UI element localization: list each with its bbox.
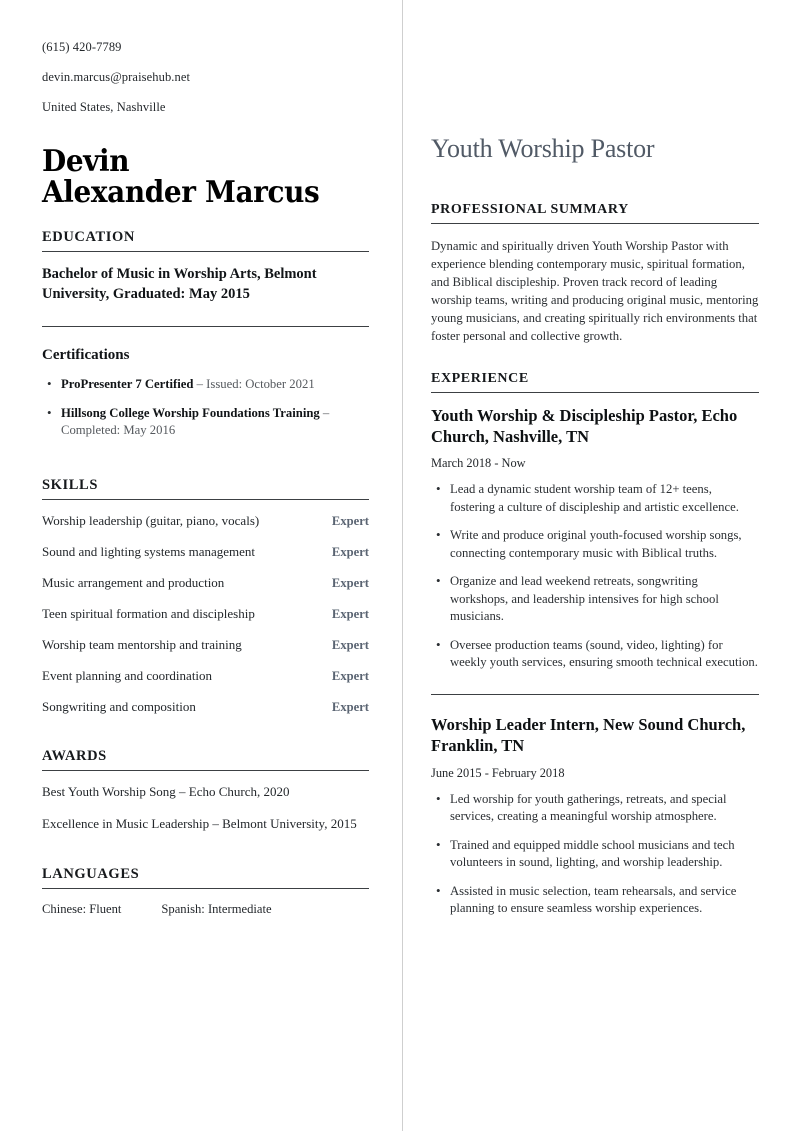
column-divider <box>402 0 403 1131</box>
skill-level: Expert <box>331 513 369 528</box>
certification-detail: – Issued: October 2021 <box>193 377 315 392</box>
summary-text: Dynamic and spiritually driven Youth Worship Pastor with experience blending contemporary music, spiritual formation, and Biblical discipleship. Proven track record of leading worship teams, writing and producing original music, mentoring young musicians, and creating spiritually rich environments that foster personal and collective growth. <box>431 238 759 343</box>
award-item: Best Youth Worship Song – Echo Church, 2020 <box>42 783 290 799</box>
skill-row <box>42 513 369 529</box>
languages-heading: LANGUAGES <box>42 866 369 889</box>
language-item: Chinese: Fluent <box>42 901 122 916</box>
skill-level: Expert <box>331 606 369 621</box>
languages-list <box>42 902 369 917</box>
skill-level: Expert <box>331 544 369 559</box>
experience-heading: EXPERIENCE <box>431 371 759 393</box>
page-title: Youth Worship Pastor <box>431 134 655 163</box>
awards-heading: AWARDS <box>42 748 369 771</box>
skill-name: Event planning and coordination <box>42 667 213 683</box>
certifications-list <box>42 376 369 440</box>
experience-bullets <box>431 791 759 918</box>
skill-name: Songwriting and composition <box>42 698 196 714</box>
name-first-line: Devin <box>42 144 130 179</box>
list-item: • Trained and equipped middle school musicians and tech volunteers in sound, lighting, and worship leadership. <box>431 837 759 872</box>
languages-section <box>42 866 369 917</box>
experience-title: Worship Leader Intern, New Sound Church, Franklin, TN <box>431 714 746 755</box>
experience-date: March 2018 - Now <box>431 456 526 471</box>
list-item: • Assisted in music selection, team rehearsals, and service planning to ensure seamless worship experiences. <box>431 883 759 918</box>
spacer <box>42 848 369 866</box>
candidate-name <box>42 144 369 210</box>
right-column <box>431 135 759 929</box>
contact-phone: (615) 420-7789 <box>42 40 122 54</box>
experience-title: Youth Worship & Discipleship Pastor, Echo Church, Nashville, TN <box>431 405 738 446</box>
list-item <box>42 405 369 440</box>
skill-row <box>42 668 369 684</box>
skill-name: Teen spiritual formation and discipleship <box>42 605 255 621</box>
certification-title: Hillsong College Worship Foundations Training <box>61 405 320 420</box>
certification-detail: – Completed: May 2016 <box>61 405 330 438</box>
spacer <box>42 451 369 477</box>
professional-summary-section <box>431 202 759 345</box>
experience-section <box>431 371 759 918</box>
education-section <box>42 229 369 304</box>
skill-level: Expert <box>331 575 369 590</box>
skill-name: Worship team mentorship and training <box>42 636 242 652</box>
skill-row <box>42 699 369 715</box>
education-entry: Bachelor of Music in Worship Arts, Belmont University, Graduated: May 2015 <box>42 265 317 302</box>
contact-block <box>42 40 369 115</box>
language-item: Spanish: Intermediate <box>161 901 272 916</box>
contact-email: devin.marcus@praisehub.net <box>42 70 191 84</box>
name-second-line: Alexander Marcus <box>42 174 320 210</box>
list-item: • Write and produce original youth-focused worship songs, connecting contemporary music with Biblical truths. <box>431 527 759 562</box>
list-item: • Oversee production teams (sound, video, lighting) for weekly youth services, ensuring smooth technical execution. <box>431 637 759 672</box>
experience-entry <box>431 406 759 672</box>
experience-separator <box>431 694 759 695</box>
experience-entry <box>431 715 759 918</box>
certifications-section <box>42 326 369 440</box>
list-item: • Lead a dynamic student worship team of 12+ teens, fostering a culture of discipleship and artistic excellence. <box>431 481 759 516</box>
awards-section <box>42 748 369 833</box>
skill-name: Music arrangement and production <box>42 574 225 590</box>
summary-heading: PROFESSIONAL SUMMARY <box>431 202 759 224</box>
award-item: Excellence in Music Leadership – Belmont University, 2015 <box>42 815 357 831</box>
spacer <box>431 345 759 371</box>
list-item <box>42 376 369 394</box>
education-heading: EDUCATION <box>42 229 369 252</box>
skills-section <box>42 477 369 715</box>
certification-title: ProPresenter 7 Certified <box>61 377 194 392</box>
skill-row <box>42 575 369 591</box>
skill-level: Expert <box>331 668 369 683</box>
experience-bullets <box>431 481 759 672</box>
skill-name: Worship leadership (guitar, piano, vocals) <box>42 512 260 528</box>
spacer <box>42 730 369 748</box>
certifications-heading: Certifications <box>42 347 130 364</box>
experience-date: June 2015 - February 2018 <box>431 765 565 780</box>
skill-level: Expert <box>331 637 369 652</box>
list-item: • Organize and lead weekend retreats, songwriting workshops, and leadership intensives for high school musicians. <box>431 573 759 626</box>
skill-row <box>42 544 369 560</box>
skill-row <box>42 637 369 653</box>
list-item: • Led worship for youth gatherings, retreats, and special services, creating a meaningful worship atmosphere. <box>431 791 759 826</box>
skills-heading: SKILLS <box>42 477 369 500</box>
contact-location: United States, Nashville <box>42 100 166 114</box>
skill-level: Expert <box>331 699 369 714</box>
skill-row <box>42 606 369 622</box>
skill-name: Sound and lighting systems management <box>42 543 256 559</box>
left-column <box>42 40 369 917</box>
